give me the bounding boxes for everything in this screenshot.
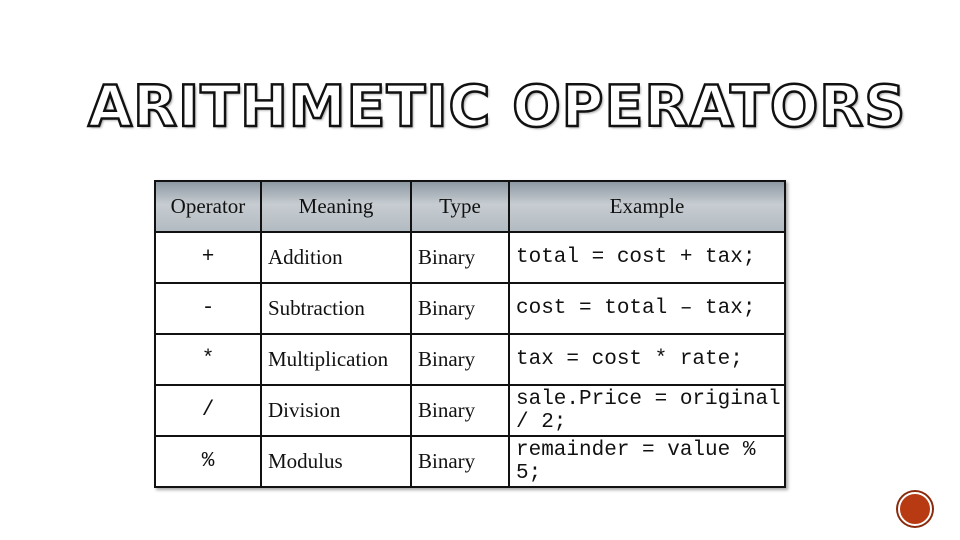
meaning-cell: Modulus bbox=[261, 436, 411, 487]
example-cell: sale.Price = original / 2; bbox=[509, 385, 785, 436]
example-cell: remainder = value % 5; bbox=[509, 436, 785, 487]
type-cell: Binary bbox=[411, 334, 509, 385]
slide-number-badge bbox=[898, 492, 932, 526]
meaning-cell: Subtraction bbox=[261, 283, 411, 334]
header-type: Type bbox=[411, 181, 509, 232]
operator-cell: - bbox=[155, 283, 261, 334]
example-cell: total = cost + tax; bbox=[509, 232, 785, 283]
header-meaning: Meaning bbox=[261, 181, 411, 232]
header-operator: Operator bbox=[155, 181, 261, 232]
table-row bbox=[155, 436, 785, 487]
table-row bbox=[155, 232, 785, 283]
slide-title: ARITHMETIC OPERATORS bbox=[88, 74, 907, 140]
table-row bbox=[155, 385, 785, 436]
type-cell: Binary bbox=[411, 283, 509, 334]
example-cell: cost = total – tax; bbox=[509, 283, 785, 334]
type-cell: Binary bbox=[411, 232, 509, 283]
table-header-row bbox=[155, 181, 785, 232]
type-cell: Binary bbox=[411, 385, 509, 436]
operators-table bbox=[154, 180, 786, 488]
table-row bbox=[155, 334, 785, 385]
meaning-cell: Division bbox=[261, 385, 411, 436]
operator-cell: * bbox=[155, 334, 261, 385]
operator-cell: % bbox=[155, 436, 261, 487]
table-row bbox=[155, 283, 785, 334]
meaning-cell: Addition bbox=[261, 232, 411, 283]
operator-cell: + bbox=[155, 232, 261, 283]
header-example: Example bbox=[509, 181, 785, 232]
type-cell: Binary bbox=[411, 436, 509, 487]
operator-cell: / bbox=[155, 385, 261, 436]
example-cell: tax = cost * rate; bbox=[509, 334, 785, 385]
meaning-cell: Multiplication bbox=[261, 334, 411, 385]
